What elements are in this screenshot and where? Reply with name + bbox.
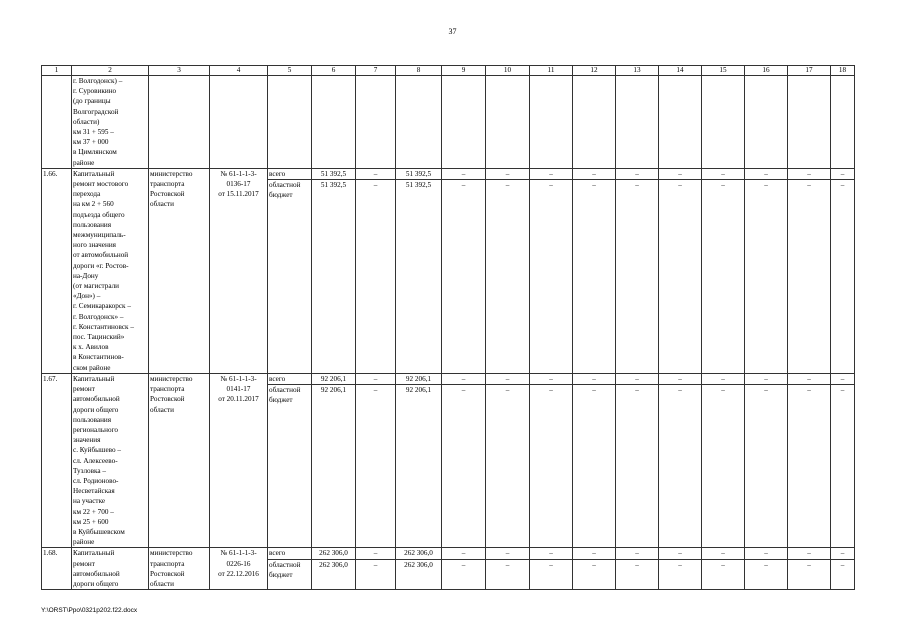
value-col10-total: – bbox=[505, 169, 510, 178]
column-header: 15 bbox=[702, 66, 745, 76]
column-header: 14 bbox=[659, 66, 702, 76]
empty-cell bbox=[788, 76, 831, 169]
object-name-line: г. Суровикино bbox=[73, 87, 117, 96]
value-col8 bbox=[396, 373, 442, 547]
customer-line: транспорта bbox=[150, 559, 185, 568]
object-name-line: области) bbox=[73, 117, 100, 126]
value-col6-regional: 262 306,0 bbox=[312, 559, 355, 570]
value-col6-total: 262 306,0 bbox=[319, 549, 348, 558]
value-col18-regional: – bbox=[831, 179, 854, 190]
object-name-line: км 37 + 000 bbox=[73, 138, 109, 147]
value-col9-total: – bbox=[461, 169, 466, 178]
value-col7-regional: – bbox=[356, 179, 395, 190]
value-col8-regional: 92 206,1 bbox=[396, 384, 441, 395]
object-name-line: в Константинов- bbox=[73, 353, 124, 362]
funding-total: всего bbox=[269, 549, 286, 558]
value-col14 bbox=[659, 373, 702, 547]
object-name-line: км 22 + 700 – bbox=[73, 507, 114, 516]
funding-regional-line: областной bbox=[269, 560, 301, 569]
value-col18-total: – bbox=[840, 374, 845, 383]
value-col13 bbox=[616, 548, 659, 590]
value-col17-regional: – bbox=[788, 384, 830, 395]
customer-line: Ростовской bbox=[150, 395, 185, 404]
value-col13 bbox=[616, 168, 659, 373]
expertise-doc bbox=[210, 548, 268, 590]
value-col10-total: – bbox=[505, 549, 510, 558]
value-col18 bbox=[831, 168, 855, 373]
value-col15-regional: – bbox=[702, 384, 744, 395]
customer-line: транспорта bbox=[150, 385, 185, 394]
value-col15 bbox=[702, 548, 745, 590]
value-col11-regional: – bbox=[530, 559, 572, 570]
empty-cell bbox=[356, 76, 396, 169]
value-col7 bbox=[356, 373, 396, 547]
value-col11 bbox=[530, 373, 573, 547]
table-row bbox=[42, 373, 855, 547]
expertise-doc-line: 0141-17 bbox=[226, 385, 251, 394]
value-col14-regional: – bbox=[659, 179, 701, 190]
value-col17-total: – bbox=[807, 374, 811, 383]
value-col6-total: 51 392,5 bbox=[320, 169, 347, 178]
value-col16 bbox=[745, 373, 788, 547]
value-col18-regional: – bbox=[831, 384, 854, 395]
value-col7-total: – bbox=[373, 169, 378, 178]
value-col18-total: – bbox=[840, 169, 845, 178]
expertise-doc-line: 0226-16 bbox=[226, 559, 251, 568]
funding-total: всего bbox=[269, 169, 286, 178]
value-col15-total: – bbox=[721, 374, 725, 383]
value-col6-regional: 51 392,5 bbox=[312, 179, 355, 190]
object-name-line: ремонт мостового bbox=[73, 180, 129, 189]
object-name-line: районе bbox=[73, 538, 95, 547]
value-col17-regional: – bbox=[788, 559, 830, 570]
value-col13-regional: – bbox=[616, 559, 658, 570]
object-name bbox=[72, 373, 149, 547]
empty-cell bbox=[702, 76, 745, 169]
customer-line: области bbox=[150, 579, 175, 588]
object-name-line: «Дон») – bbox=[73, 292, 101, 301]
funding-regional-line: бюджет bbox=[269, 570, 293, 579]
funding-regional bbox=[268, 559, 311, 580]
column-header: 6 bbox=[312, 66, 356, 76]
empty-cell bbox=[530, 76, 573, 169]
value-col8 bbox=[396, 548, 442, 590]
value-col11 bbox=[530, 548, 573, 590]
object-name-line: Капитальный bbox=[73, 374, 115, 383]
column-header: 3 bbox=[149, 66, 210, 76]
value-col7-regional: – bbox=[356, 559, 395, 570]
value-col12-total: – bbox=[592, 169, 596, 178]
object-name-line: в Цимлянском bbox=[73, 148, 117, 157]
value-col8-regional: 51 392,5 bbox=[396, 179, 441, 190]
object-name-line: автомобильной bbox=[73, 395, 120, 404]
value-col9-regional: – bbox=[442, 179, 485, 190]
value-col9 bbox=[442, 548, 486, 590]
empty-cell bbox=[442, 76, 486, 169]
object-name-line: Несветайская bbox=[73, 487, 115, 496]
value-col7 bbox=[356, 168, 396, 373]
object-name-line: км 31 + 595 – bbox=[73, 128, 114, 137]
value-col6 bbox=[312, 168, 356, 373]
object-name-line: дороги общего bbox=[73, 405, 119, 414]
header-row bbox=[42, 66, 855, 76]
column-header: 7 bbox=[356, 66, 396, 76]
value-col9-total: – bbox=[461, 374, 466, 383]
file-path-footer: Y:\ORST\Ppo\0321p202.f22.docx bbox=[41, 607, 138, 614]
column-header: 11 bbox=[530, 66, 573, 76]
object-name-line: Тузловка – bbox=[73, 466, 107, 475]
value-col10-total: – bbox=[505, 374, 510, 383]
value-col11-total: – bbox=[549, 374, 553, 383]
customer-line: области bbox=[150, 200, 175, 209]
expertise-doc-line: от 15.11.2017 bbox=[218, 190, 259, 199]
expertise-doc bbox=[210, 373, 268, 547]
value-col6-regional: 92 206,1 bbox=[312, 384, 355, 395]
object-name-line: Капитальный bbox=[73, 169, 115, 178]
value-col16-total: – bbox=[764, 374, 768, 383]
value-col7 bbox=[356, 548, 396, 590]
value-col14 bbox=[659, 168, 702, 373]
empty-cell bbox=[745, 76, 788, 169]
column-header: 18 bbox=[831, 66, 855, 76]
value-col12 bbox=[573, 168, 616, 373]
object-name-line: на участке bbox=[73, 497, 106, 506]
empty-cell bbox=[268, 76, 312, 169]
expertise-doc bbox=[210, 168, 268, 373]
empty-cell bbox=[210, 76, 268, 169]
value-col15 bbox=[702, 373, 745, 547]
value-col18-regional: – bbox=[831, 559, 854, 570]
object-name-line: пользования bbox=[73, 220, 112, 229]
customer-line: министерство bbox=[150, 169, 193, 178]
object-name-line: в Куйбышевском bbox=[73, 527, 125, 536]
expertise-doc-line: № 61-1-1-3- bbox=[220, 169, 257, 178]
value-col10-regional: – bbox=[486, 179, 529, 190]
value-col9 bbox=[442, 373, 486, 547]
value-col13 bbox=[616, 373, 659, 547]
value-col12 bbox=[573, 373, 616, 547]
value-col12-total: – bbox=[592, 374, 596, 383]
customer bbox=[149, 168, 210, 373]
object-name-line: г. Константиновск – bbox=[73, 322, 134, 331]
value-col14-total: – bbox=[678, 549, 682, 558]
value-col18 bbox=[831, 548, 855, 590]
value-col15 bbox=[702, 168, 745, 373]
object-name-line: (от магистрали bbox=[73, 282, 120, 291]
empty-cell bbox=[616, 76, 659, 169]
empty-cell bbox=[396, 76, 442, 169]
column-header: 5 bbox=[268, 66, 312, 76]
value-col17-regional: – bbox=[788, 179, 830, 190]
value-col17-total: – bbox=[807, 169, 811, 178]
expertise-doc-line: от 20.11.2017 bbox=[218, 395, 259, 404]
funding-total: всего bbox=[269, 374, 286, 383]
value-col15-regional: – bbox=[702, 179, 744, 190]
object-name-line: значения bbox=[73, 436, 101, 445]
object-name-line: км 25 + 600 bbox=[73, 517, 109, 526]
object-name-line: г. Волгодонск) – bbox=[73, 77, 123, 85]
value-col16-regional: – bbox=[745, 559, 787, 570]
customer-line: области bbox=[150, 405, 175, 414]
expertise-doc-line: 0136-17 bbox=[226, 180, 251, 189]
object-name-line: перехода bbox=[73, 190, 101, 199]
value-col16-total: – bbox=[764, 549, 768, 558]
funding-regional-line: бюджет bbox=[269, 396, 293, 405]
value-col6 bbox=[312, 548, 356, 590]
value-col17 bbox=[788, 373, 831, 547]
column-header: 16 bbox=[745, 66, 788, 76]
object-name-line: районе bbox=[73, 158, 95, 167]
value-col8 bbox=[396, 168, 442, 373]
object-name-line: пользования bbox=[73, 415, 112, 424]
column-header: 8 bbox=[396, 66, 442, 76]
value-col11-regional: – bbox=[530, 384, 572, 395]
value-col7-total: – bbox=[373, 549, 378, 558]
customer-line: транспорта bbox=[150, 180, 185, 189]
value-col14-regional: – bbox=[659, 384, 701, 395]
value-col14-regional: – bbox=[659, 559, 701, 570]
value-col8-total: 92 206,1 bbox=[405, 374, 432, 383]
object-name-line: ремонт bbox=[73, 385, 95, 394]
object-name-line: автомобильной bbox=[73, 569, 120, 578]
value-col16-regional: – bbox=[745, 384, 787, 395]
object-name-line: ного значения bbox=[73, 241, 116, 250]
value-col10-regional: – bbox=[486, 559, 529, 570]
value-col12-regional: – bbox=[573, 179, 615, 190]
funding-regional bbox=[268, 384, 311, 405]
value-col9-regional: – bbox=[442, 384, 485, 395]
object-name-line: на км 2 + 560 bbox=[73, 200, 114, 209]
object-name-line: дороги общего bbox=[73, 579, 119, 588]
value-col15-total: – bbox=[721, 549, 725, 558]
value-col9 bbox=[442, 168, 486, 373]
object-name-line: к х. Авилов bbox=[73, 343, 109, 352]
column-header: 4 bbox=[210, 66, 268, 76]
row-number: 1.66. bbox=[42, 168, 72, 373]
row-number: 1.68. bbox=[42, 548, 72, 590]
value-col13-total: – bbox=[635, 549, 639, 558]
row-number: 1.67. bbox=[42, 373, 72, 547]
column-header: 13 bbox=[616, 66, 659, 76]
value-col16-regional: – bbox=[745, 179, 787, 190]
empty-cell bbox=[149, 76, 210, 169]
value-col12-regional: – bbox=[573, 559, 615, 570]
value-col17 bbox=[788, 168, 831, 373]
object-name-line: дороги «г. Ростов- bbox=[73, 261, 129, 270]
value-col11-total: – bbox=[549, 549, 553, 558]
value-col7-total: – bbox=[373, 374, 378, 383]
object-name-line: г. Волгодонск» – bbox=[73, 312, 124, 321]
empty-cell bbox=[659, 76, 702, 169]
value-col17 bbox=[788, 548, 831, 590]
object-name-line: г. Семикаракорск – bbox=[73, 302, 131, 311]
column-header: 17 bbox=[788, 66, 831, 76]
empty-cell bbox=[312, 76, 356, 169]
value-col11 bbox=[530, 168, 573, 373]
object-name bbox=[72, 76, 149, 169]
value-col10 bbox=[486, 168, 530, 373]
value-col13-total: – bbox=[635, 374, 639, 383]
object-name-line: (до границы bbox=[73, 97, 111, 106]
value-col8-total: 51 392,5 bbox=[405, 169, 432, 178]
value-col10 bbox=[486, 373, 530, 547]
value-col8-regional: 262 306,0 bbox=[396, 559, 441, 570]
empty-cell bbox=[831, 76, 855, 169]
column-header: 1 bbox=[42, 66, 72, 76]
object-name-line: регионального bbox=[73, 425, 118, 434]
value-col18 bbox=[831, 373, 855, 547]
funding-regional bbox=[268, 179, 311, 200]
funding-regional-line: областной bbox=[269, 181, 301, 190]
object-name-line: на-Дону bbox=[73, 271, 99, 280]
value-col6 bbox=[312, 373, 356, 547]
object-name-line: пос. Тацинский» bbox=[73, 333, 125, 342]
expertise-doc-line: от 22.12.2016 bbox=[218, 569, 259, 578]
object-name-line: от автомобильной bbox=[73, 251, 129, 260]
table-row bbox=[42, 168, 855, 373]
value-col11-regional: – bbox=[530, 179, 572, 190]
table-row bbox=[42, 548, 855, 590]
value-col17-total: – bbox=[807, 549, 811, 558]
value-col11-total: – bbox=[549, 169, 553, 178]
object-name-line: сл. Алексеево- bbox=[73, 456, 118, 465]
object-name-line: сл. Родионово- bbox=[73, 476, 119, 485]
value-col14-total: – bbox=[678, 374, 682, 383]
object-name-line: с. Куйбышево – bbox=[73, 446, 122, 455]
customer-line: Ростовской bbox=[150, 569, 185, 578]
value-col15-total: – bbox=[721, 169, 725, 178]
page-number: 37 bbox=[448, 27, 457, 36]
value-col7-regional: – bbox=[356, 384, 395, 395]
value-col10-regional: – bbox=[486, 384, 529, 395]
value-col13-total: – bbox=[635, 169, 639, 178]
object-name-line: ском районе bbox=[73, 363, 111, 372]
empty-cell bbox=[486, 76, 530, 169]
column-header: 9 bbox=[442, 66, 486, 76]
value-col9-total: – bbox=[461, 549, 466, 558]
funding-source bbox=[268, 548, 312, 590]
column-header: 10 bbox=[486, 66, 530, 76]
value-col12-total: – bbox=[592, 549, 596, 558]
object-name-line: Волгоградской bbox=[73, 107, 119, 116]
object-name-line: ремонт bbox=[73, 559, 95, 568]
value-col8-total: 262 306,0 bbox=[404, 549, 433, 558]
customer bbox=[149, 548, 210, 590]
expertise-doc-line: № 61-1-1-3- bbox=[220, 374, 257, 383]
funding-source bbox=[268, 373, 312, 547]
value-col13-regional: – bbox=[616, 384, 658, 395]
budget-table bbox=[41, 65, 855, 590]
value-col18-total: – bbox=[840, 549, 845, 558]
row-number bbox=[42, 76, 72, 169]
customer-line: министерство bbox=[150, 374, 193, 383]
object-name bbox=[72, 168, 149, 373]
funding-regional-line: областной bbox=[269, 386, 301, 395]
funding-regional-line: бюджет bbox=[269, 191, 293, 200]
value-col15-regional: – bbox=[702, 559, 744, 570]
object-name-line: подъезда общего bbox=[73, 210, 125, 219]
value-col6-total: 92 206,1 bbox=[320, 374, 347, 383]
column-header: 12 bbox=[573, 66, 616, 76]
object-name-line: межмуниципаль- bbox=[73, 231, 126, 240]
column-header: 2 bbox=[72, 66, 149, 76]
expertise-doc-line: № 61-1-1-3- bbox=[220, 549, 257, 558]
value-col14-total: – bbox=[678, 169, 682, 178]
funding-source bbox=[268, 168, 312, 373]
value-col9-regional: – bbox=[442, 559, 485, 570]
object-name bbox=[72, 548, 149, 590]
value-col16 bbox=[745, 168, 788, 373]
continuation-row bbox=[42, 76, 855, 169]
customer-line: Ростовской bbox=[150, 190, 185, 199]
value-col14 bbox=[659, 548, 702, 590]
customer bbox=[149, 373, 210, 547]
empty-cell bbox=[573, 76, 616, 169]
object-name-line: Капитальный bbox=[73, 549, 115, 558]
value-col12-regional: – bbox=[573, 384, 615, 395]
value-col10 bbox=[486, 548, 530, 590]
value-col12 bbox=[573, 548, 616, 590]
value-col16 bbox=[745, 548, 788, 590]
value-col16-total: – bbox=[764, 169, 768, 178]
customer-line: министерство bbox=[150, 549, 193, 558]
value-col13-regional: – bbox=[616, 179, 658, 190]
